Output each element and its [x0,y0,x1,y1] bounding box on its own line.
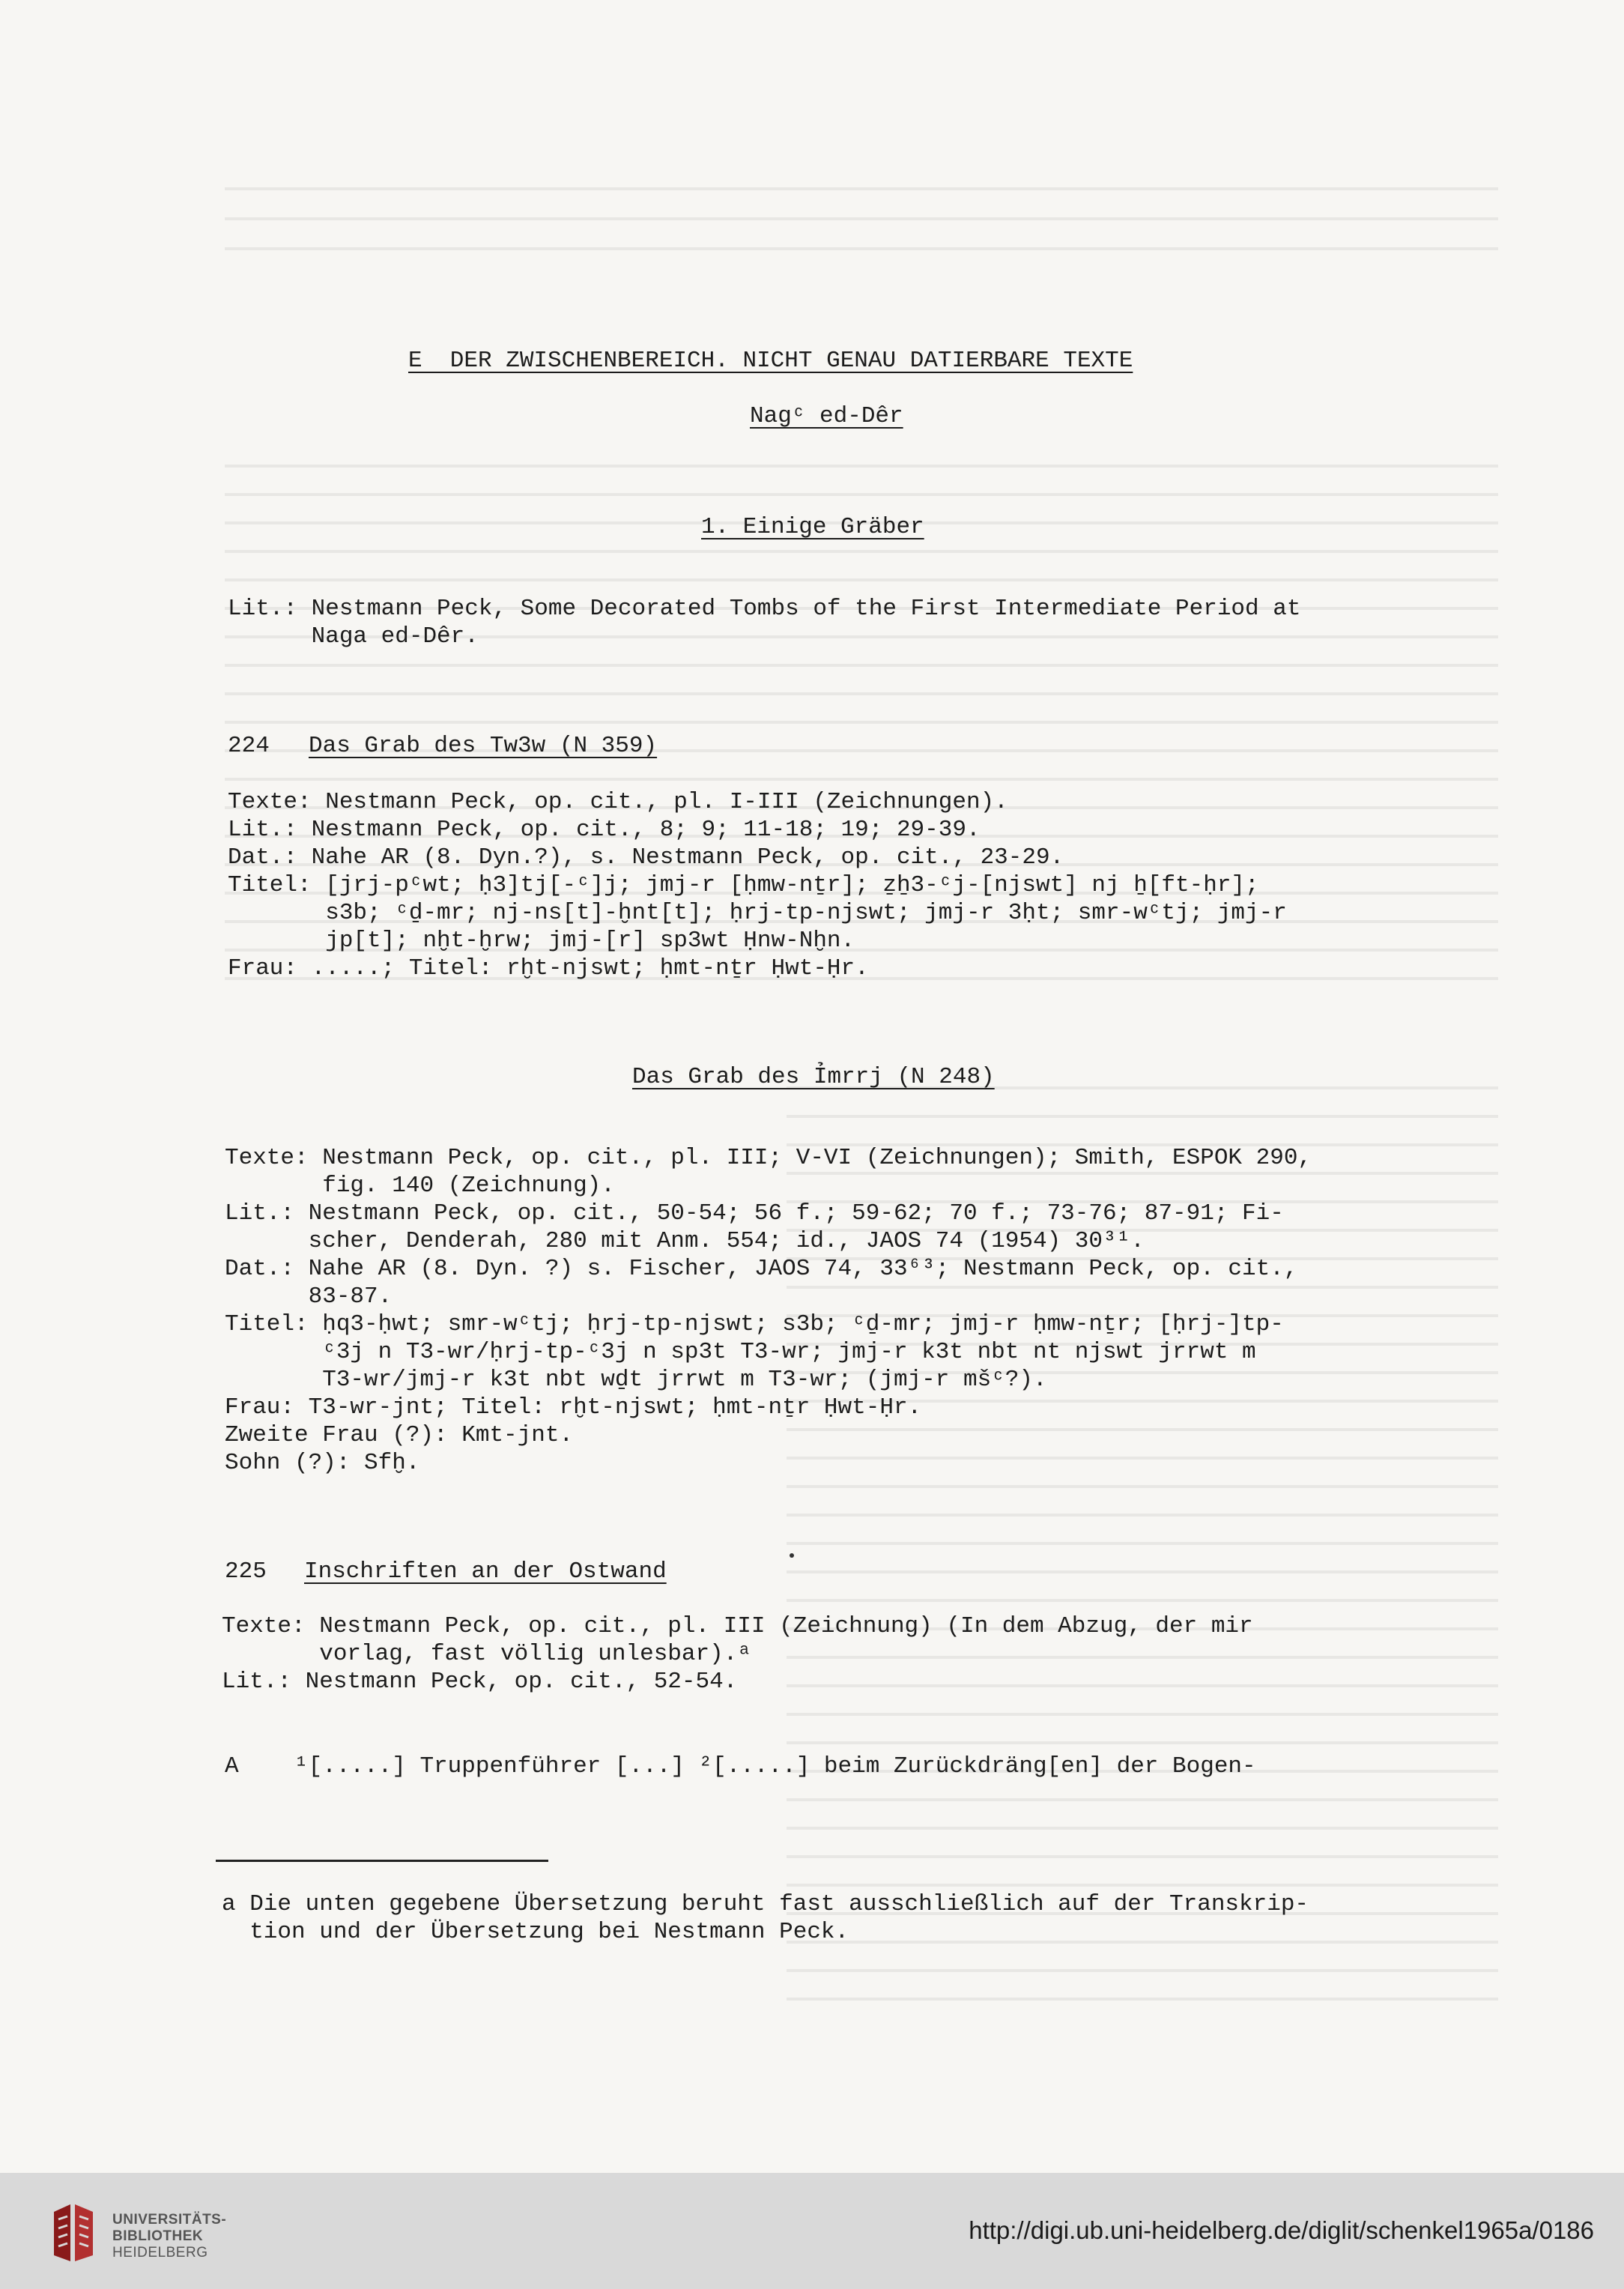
subheading-einige-graeber: 1. Einige Gräber [701,514,924,540]
section-heading: E DER ZWISCHENBEREICH. NICHT GENAU DATIERBARE TEXTE [408,348,1133,374]
footnote-line: a Die unten gegebene Übersetzung beruht fast ausschließlich auf der Transkrip- [222,1891,1309,1917]
university-library-logo-icon [48,2203,99,2264]
library-name [112,2212,226,2261]
entry-line: Titel: [jrj-pᶜwt; ḥ3]tj[-ᶜ]j; jmj-r [ḥmw-nṯr]; ẕẖ3-ᶜj-[njswt] nj ẖ[ft-ḥr]; [228,872,1259,898]
ink-speck [790,1553,794,1558]
entry-line: jp[t]; nḫt-ḫrw; jmj-[r] sp3wt Ḥnw-Nḫn. [228,928,855,954]
library-name-line: UNIVERSITÄTS- [112,2212,227,2228]
entry-number: 224 [228,733,270,759]
entry-number: 225 [225,1558,267,1585]
entry-line: Zweite Frau (?): Kmt-jnt. [225,1422,574,1448]
entry-line: Lit.: Nestmann Peck, op. cit., 8; 9; 11-18; 19; 29-39. [228,817,981,843]
bleed-through-texture [225,187,1498,277]
footnote-divider [216,1860,548,1862]
source-url-link[interactable]: http://digi.ub.uni-heidelberg.de/diglit/schenkel1965a/0186 [969,2216,1594,2244]
entry-line: Texte: Nestmann Peck, op. cit., pl. I-III (Zeichnungen). [228,789,1008,815]
entry-line: Frau: .....; Titel: rḫt-njswt; ḥmt-nṯr Ḥwt-Ḥr. [228,955,869,982]
library-name-line: HEIDELBERG [112,2245,208,2261]
entry-line: Sohn (?): Sfḫ. [225,1450,420,1476]
entry-title: Das Grab des Tw3w (N 359) [309,733,658,759]
entry-line: Lit.: Nestmann Peck, op. cit., 50-54; 56 f.; 59-62; 70 f.; 73-76; 87-91; Fi- [225,1200,1284,1227]
entry-line: Texte: Nestmann Peck, op. cit., pl. III (Zeichnung) (In dem Abzug, der mir [222,1613,1253,1639]
entry-line: vorlag, fast völlig unlesbar).ᵃ [222,1641,751,1667]
footer-bar [0,2173,1624,2289]
library-name-line: BIBLIOTHEK [112,2228,204,2244]
entry-title: Inschriften an der Ostwand [304,1558,667,1585]
region-heading: Nagᶜ ed-Dêr [750,403,903,429]
lit-general-line: Naga ed-Dêr. [228,623,479,650]
entry-line: scher, Denderah, 280 mit Anm. 554; id., JAOS 74 (1954) 30³¹. [225,1228,1145,1254]
entry-line: Lit.: Nestmann Peck, op. cit., 52-54. [222,1669,738,1695]
entry-line: s3b; ᶜḏ-mr; nj-ns[t]-ḫnt[t]; ḥrj-tp-njswt; jmj-r 3ḥt; smr-wᶜtj; jmj-r [228,900,1287,926]
lit-general-line: Lit.: Nestmann Peck, Some Decorated Tombs of the First Intermediate Period at [228,596,1301,622]
entry-line: T3-wr/jmj-r k3t nbt wḏt jrrwt m T3-wr; (jmj-r mšᶜ?). [225,1367,1047,1393]
entry-line: Texte: Nestmann Peck, op. cit., pl. III; V-VI (Zeichnungen); Smith, ESPOK 290, [225,1145,1312,1171]
entry-line: 83-87. [225,1283,393,1310]
entry-line: ᶜ3j n T3-wr/ḥrj-tp-ᶜ3j n sp3t T3-wr; jmj-r k3t nbt nt njswt jrrwt m [225,1339,1256,1365]
text-a-line: A ¹[.....] Truppenführer [...] ²[.....] beim Zurückdräng[en] der Bogen- [225,1753,1256,1780]
entry-line: Dat.: Nahe AR (8. Dyn. ?) s. Fischer, JAOS 74, 33⁶³; Nestmann Peck, op. cit., [225,1256,1298,1282]
entry-line: Frau: T3-wr-jnt; Titel: rḫt-njswt; ḥmt-nṯr Ḥwt-Ḥr. [225,1394,922,1421]
entry-line: Titel: ḥq3-ḥwt; smr-wᶜtj; ḥrj-tp-njswt; s3b; ᶜḏ-mr; jmj-r ḥmw-nṯr; [ḥrj-]tp- [225,1311,1284,1337]
entry-title: Das Grab des Ỉmrrj (N 248) [632,1064,995,1090]
entry-line: fig. 140 (Zeichnung). [225,1173,615,1199]
entry-line: Dat.: Nahe AR (8. Dyn.?), s. Nestmann Peck, op. cit., 23-29. [228,844,1064,871]
footnote-line: tion und der Übersetzung bei Nestmann Peck. [222,1919,849,1945]
